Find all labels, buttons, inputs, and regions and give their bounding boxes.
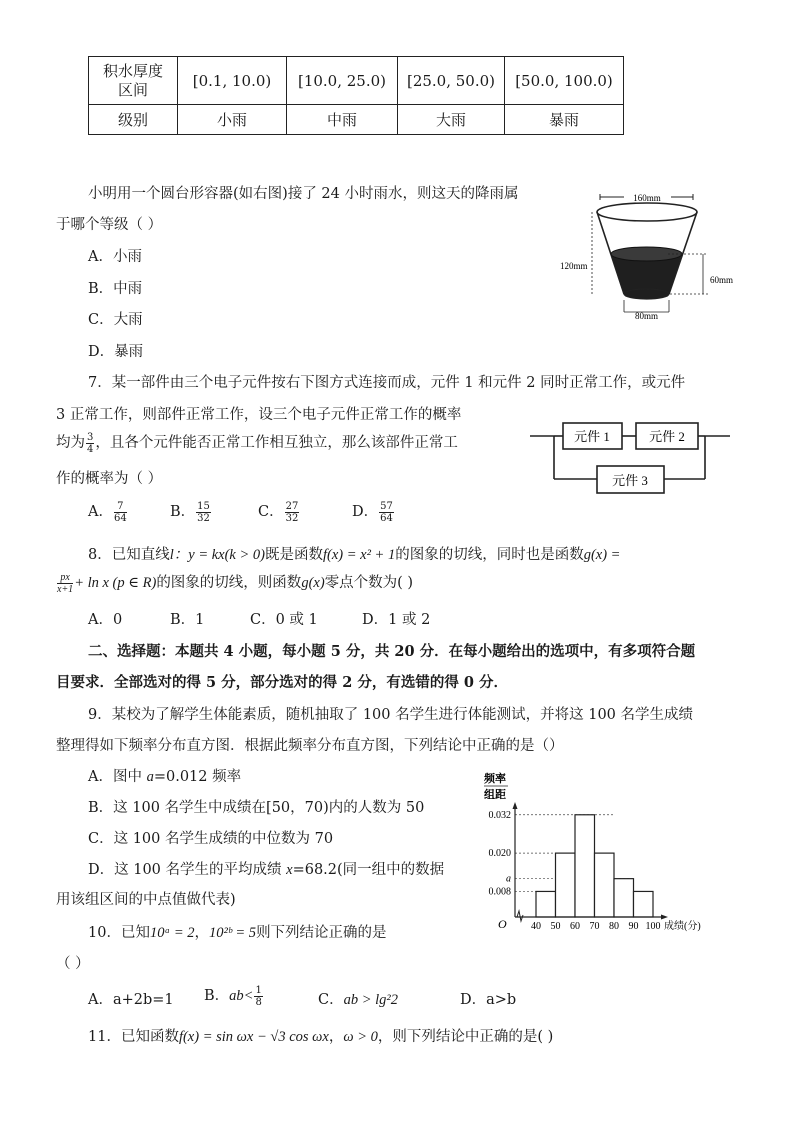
fraction-denominator: x+1: [57, 583, 74, 595]
q8-option-a: A．0: [88, 612, 123, 628]
q10-stem-line2: （ ）: [56, 956, 90, 972]
q10-option-c: [318, 988, 398, 1009]
table-cell: [0.1, 10.0): [178, 57, 287, 105]
fraction-numerator: 7: [114, 501, 127, 513]
q7-stem-line3: [56, 431, 458, 455]
q9-option-d: [88, 858, 444, 879]
q7-option-b: [170, 500, 212, 524]
component-3-label: 元件 3: [612, 473, 648, 488]
x-tick-label: 90: [628, 921, 639, 932]
q8-math: + ln x (p ∈ R): [74, 575, 157, 591]
y-tick-label: 0.020: [488, 848, 511, 860]
q11-text: ，则下列结论中正确的是( ): [377, 1029, 554, 1045]
q8-math: l：y = kx(k > 0): [169, 547, 265, 563]
option-label: C．: [258, 504, 284, 520]
fraction-denominator: 32: [197, 512, 210, 524]
q8-text: 的图象的切线，同时也是函数: [395, 547, 584, 563]
q7-text: ，且各个元件能否正常工作相互独立，那么该部件正常工: [95, 435, 458, 451]
q7-stem-line4: 作的概率为（ ）: [56, 471, 163, 487]
y-tick-label: 0.032: [488, 809, 511, 821]
x-tick-label: 80: [609, 921, 619, 932]
section-2-heading-line2: 目要求．全部选对的得 5 分，部分选对的得 2 分，有选错的得 0 分．: [56, 674, 509, 691]
q11-text: ，: [328, 1029, 344, 1045]
q6-option-a: A．小雨: [88, 249, 142, 265]
fraction-denominator: 4: [87, 443, 94, 455]
q10-text: 则下列结论正确的是: [256, 925, 387, 941]
histogram-bar: [634, 891, 654, 917]
q8-math: f(x) = x² + 1: [322, 547, 396, 563]
fraction-numerator: px: [57, 572, 73, 584]
q8-stem-line1: [88, 543, 620, 564]
q10-option-b: [204, 984, 264, 1008]
q8-option-d: D．1 或 2: [362, 612, 431, 628]
frequency-histogram: [468, 770, 728, 940]
q10-stem-line1: [88, 921, 387, 942]
fraction-numerator: 15: [197, 500, 210, 512]
q8-math: g(x) =: [583, 547, 621, 563]
fraction: [196, 501, 211, 524]
section-2-heading-line1: 二、选择题：本题共 4 小题，每小题 5 分，共 20 分．在每小题给出的选项中，有多项符合题: [88, 643, 696, 660]
histogram-bar: [536, 891, 556, 917]
histogram-bar: [595, 853, 615, 917]
label-height: 120mm: [560, 261, 588, 271]
q7-option-d: [352, 500, 395, 524]
option-label: B．: [170, 504, 196, 520]
circuit-diagram: [530, 418, 730, 498]
q10-text: ，: [194, 925, 210, 941]
header-line-2: 区间: [117, 80, 148, 99]
table-cell: [10.0, 25.0): [287, 57, 398, 105]
q8-option-b: B．1: [170, 612, 205, 628]
q10-text: C．: [318, 992, 344, 1008]
fraction: [57, 572, 73, 595]
table-cell: 暴雨: [505, 105, 624, 135]
x-tick-label: 40: [531, 921, 541, 932]
q10-option-d: D．a>b: [460, 992, 517, 1008]
q9-math: x: [286, 862, 293, 878]
q9-option-a: [88, 765, 241, 786]
component-2-label: 元件 2: [649, 429, 685, 444]
q9-text: =0.012 频率: [153, 769, 242, 785]
fraction: [285, 501, 300, 524]
q9-option-c: C．这 100 名学生成绩的中位数为 70: [88, 831, 334, 847]
q9-stem-line2: 整理得如下频率分布直方图．根据此频率分布直方图，下列结论中正确的是（）: [56, 738, 564, 754]
histogram-bar: [614, 879, 634, 917]
q11-math: ω > 0: [343, 1029, 378, 1045]
q8-stem-line2: [56, 571, 413, 595]
q9-text: A．图中: [88, 769, 147, 785]
q7-option-a: [88, 500, 128, 524]
q8-text: 既是函数: [264, 547, 323, 563]
q6-option-d: D．暴雨: [88, 344, 144, 360]
label-bottom-diameter: 80mm: [634, 311, 659, 321]
q9-option-d-line2: 用该组区间的中点值做代表): [56, 892, 236, 908]
q11-stem: [88, 1025, 553, 1046]
q6-option-b: B．中雨: [88, 281, 143, 297]
fraction: [254, 985, 262, 1008]
q6-stem-line1: 小明用一个圆台形容器(如右图)接了 24 小时雨水，则这天的降雨属: [88, 186, 519, 202]
q8-option-c: C．0 或 1: [250, 612, 318, 628]
q10-text: 10．已知: [88, 925, 150, 941]
q11-math: f(x) = sin ωx − √3 cos ωx: [178, 1029, 329, 1045]
q10-text: B．: [204, 988, 230, 1004]
table-cell: 大雨: [398, 105, 505, 135]
option-label: D．: [352, 504, 379, 520]
y-tick-label: a: [506, 873, 511, 885]
q7-text: 均为: [56, 435, 85, 451]
component-1-label: 元件 1: [574, 429, 610, 444]
x-axis-label: 成绩(分): [664, 921, 701, 932]
q11-text: 11．已知函数: [88, 1029, 179, 1045]
x-tick-label: 70: [589, 921, 600, 932]
q10-math: ab<: [229, 988, 254, 1004]
fraction-numerator: 57: [380, 500, 393, 512]
table-cell: 小雨: [178, 105, 287, 135]
fraction: [379, 501, 394, 524]
q8-text: 零点个数为( ): [324, 575, 414, 591]
y-tick-label: 0.008: [488, 886, 511, 898]
table-cell: 中雨: [287, 105, 398, 135]
x-tick-label: 100: [645, 921, 661, 932]
table-cell: [25.0, 50.0): [398, 57, 505, 105]
fraction: [86, 432, 94, 455]
q8-text: 的图象的切线，则函数: [156, 575, 302, 591]
table-cell: [50.0, 100.0): [505, 57, 624, 105]
q9-option-b: B．这 100 名学生中成绩在[50，70)内的人数为 50: [88, 800, 425, 816]
fraction-numerator: 1: [255, 984, 262, 996]
q9-math: a: [146, 769, 154, 785]
fraction-denominator: 64: [113, 512, 127, 524]
y-axis-label-top: 频率: [484, 773, 506, 785]
q6-stem-line2: 于哪个等级（ ）: [56, 217, 163, 233]
fraction: [114, 501, 127, 524]
option-label: A．: [88, 504, 113, 520]
q10-option-a: A．a+2b=1: [88, 992, 174, 1008]
q9-text: D．这 100 名学生的平均成绩: [88, 862, 287, 878]
q7-stem-line2: 3 正常工作，则部件正常工作，设三个电子元件正常工作的概率: [56, 407, 462, 423]
q7-stem-line1: 7．某一部件由三个电子元件按右下图方式连接而成，元件 1 和元件 2 同时正常工作，或元件: [88, 375, 686, 391]
q10-math: ab > lg²2: [343, 992, 399, 1008]
frustum-container-figure: [558, 188, 748, 323]
fraction-numerator: 3: [87, 431, 94, 443]
q10-math: 10²ᵇ = 5: [209, 925, 257, 941]
fraction-denominator: 64: [380, 512, 393, 524]
x-tick-label: 60: [570, 921, 580, 932]
label-top-diameter: 160mm: [633, 193, 661, 203]
x-tick-label: 50: [550, 921, 561, 932]
rain-level-table: [88, 56, 624, 135]
q9-stem-line1: 9．某校为了解学生体能素质，随机抽取了 100 名学生进行体能测试，并将这 100 名学生成绩: [88, 707, 694, 723]
q6-option-c: C．大雨: [88, 312, 143, 328]
fraction-numerator: 27: [285, 500, 299, 512]
table-header-level: 级别: [89, 105, 178, 135]
fraction-denominator: 32: [285, 512, 299, 524]
q10-math: 10ᵃ = 2: [149, 925, 195, 941]
table-header-interval: [89, 57, 178, 105]
label-water-depth: 60mm: [710, 275, 734, 285]
q7-option-c: [258, 500, 300, 524]
q8-math: g(x): [301, 575, 325, 591]
header-line-1: 积水厚度: [102, 61, 163, 80]
origin-label: O: [498, 917, 507, 931]
y-axis-label-bottom: 组距: [484, 789, 506, 801]
q8-text: 8．已知直线: [88, 547, 170, 563]
fraction-denominator: 8: [255, 996, 262, 1008]
histogram-bar: [575, 815, 595, 917]
q9-text: =68.2(同一组中的数据: [292, 862, 445, 878]
histogram-bar: [556, 853, 576, 917]
